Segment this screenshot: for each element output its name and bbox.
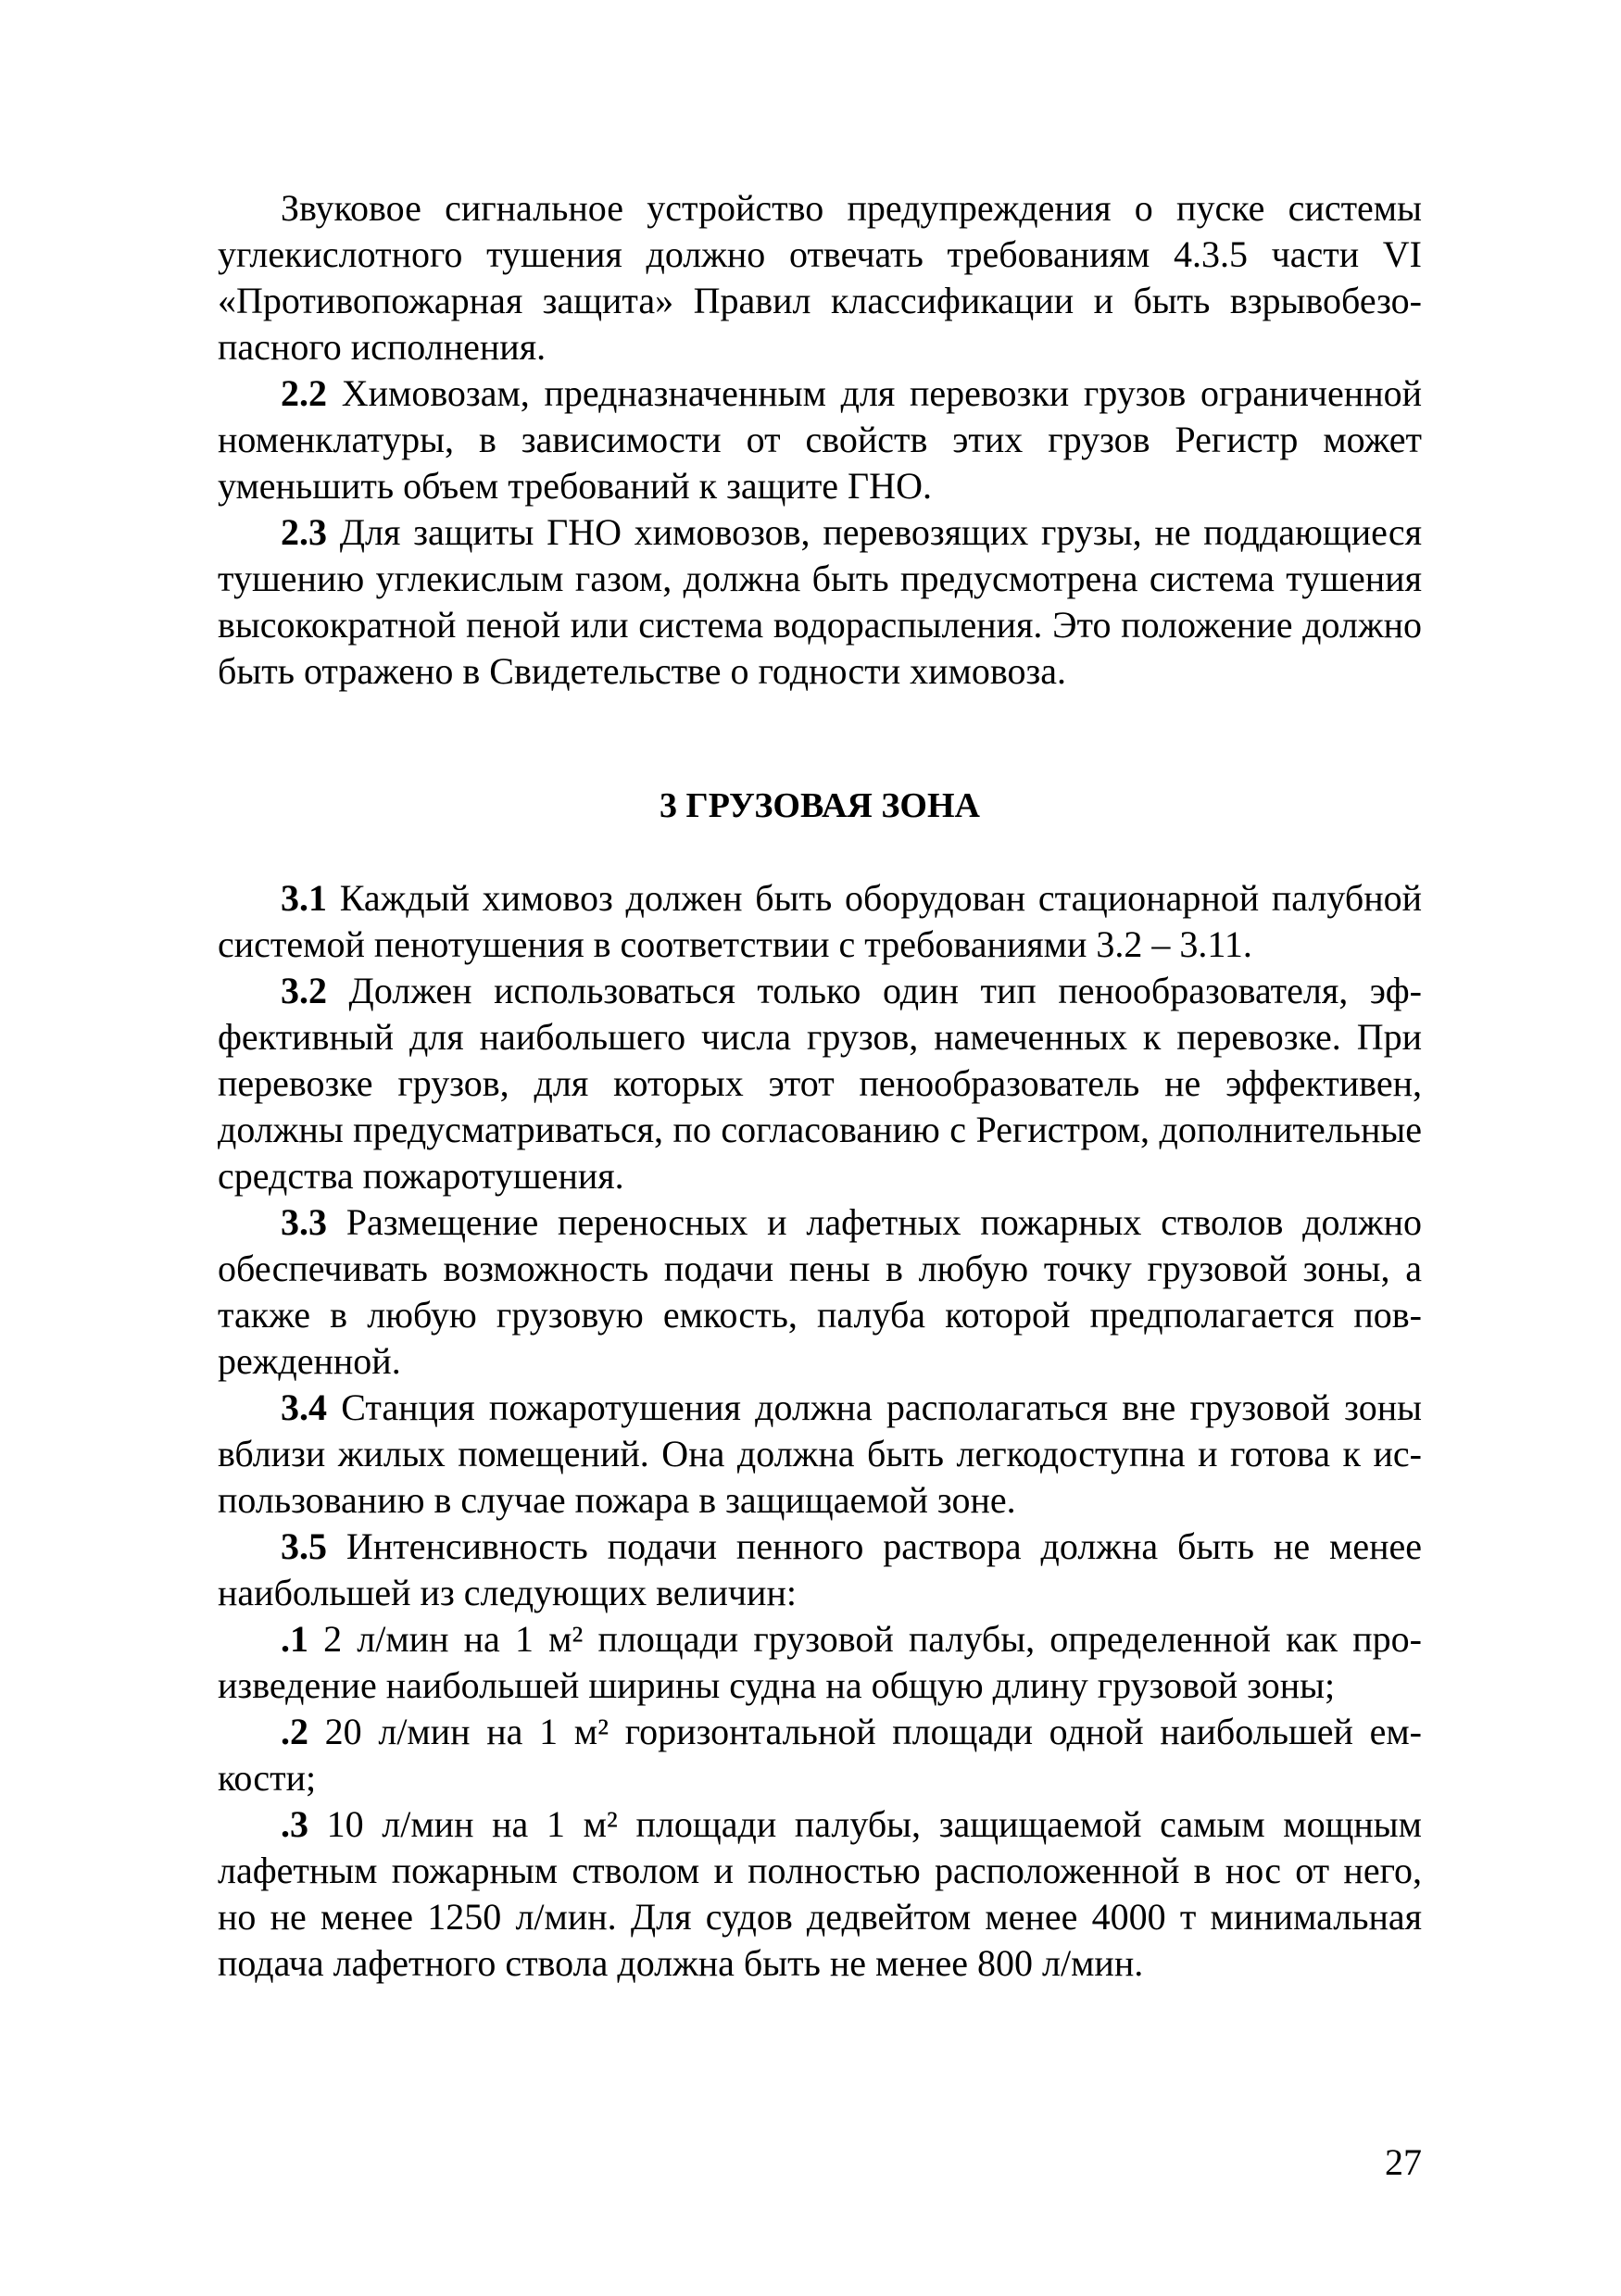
paragraph-number: 2.2 — [281, 372, 327, 414]
paragraph-number: 2.3 — [281, 511, 327, 553]
paragraph-3-5 — [218, 1524, 1422, 1616]
paragraph-siren — [218, 185, 1422, 370]
paragraph-number: 3.4 — [281, 1386, 327, 1428]
paragraph-number: 3.5 — [281, 1525, 327, 1567]
paragraph-text: Химовозам, предназначенным для перевозки грузов ограниченной номенклатуры, в зависимости от свойств этих грузов Регистр может уменьшить объем требований к защите ГНО. — [218, 372, 1422, 507]
paragraph-text: Звуковое сигнальное устройство предупреждения о пуске системы углекислотного тушения должно отвечать требованиям 4.3.5 части VI «Противопожарная защита» Правил классификации и быть взрывобезопасного исполнения. — [218, 187, 1422, 368]
paragraph-3-1 — [218, 875, 1422, 968]
section-text-block — [218, 875, 1422, 1987]
paragraph-3-3 — [218, 1199, 1422, 1385]
paragraph-number: 3.3 — [281, 1201, 327, 1243]
list-item-text: 2 л/мин на 1 м² площади грузовой палубы, определенной как произведение наибольшей ширины судна на общую длину грузовой зоны; — [218, 1618, 1422, 1706]
list-item-1 — [218, 1616, 1422, 1709]
paragraph-text: Должен использоваться только один тип пенообразователя, эффективный для наибольшего числа грузов, намеченных к перевозке. При перевозке грузов, для которых этот пенообразователь не эффективен, должны предусматриваться, по согласованию с Регистром, дополнительные средства пожаротушения. — [218, 970, 1422, 1197]
list-item-3 — [218, 1801, 1422, 1987]
paragraph-3-2 — [218, 968, 1422, 1199]
list-item-text: 20 л/мин на 1 м² горизонтальной площади одной наибольшей емкости; — [218, 1711, 1422, 1799]
list-item-number: .2 — [281, 1711, 308, 1752]
list-item-text: 10 л/мин на 1 м² площади палубы, защищаемой самым мощным лафетным пожарным стволом и полностью расположенной в нос от него, но не менее 1250 л/мин. Для судов дедвейтом менее 4000 т минимальная подача лафетного ствола должна быть не менее 800 л/мин. — [218, 1803, 1422, 1984]
paragraph-text: Размещение переносных и лафетных пожарных стволов должно обеспечивать возможность подачи пены в любую точку грузовой зоны, а также в любую грузовую емкость, палуба которой предполагается поврежденной. — [218, 1201, 1422, 1382]
paragraph-2-2 — [218, 370, 1422, 509]
paragraph-text: Станция пожаротушения должна располагаться вне грузовой зоны вблизи жилых помещений. Она должна быть легкодоступна и готова к использованию в случае пожара в защищаемой зоне. — [218, 1386, 1422, 1521]
page-number: 27 — [1385, 2141, 1422, 2183]
list-item-number: .3 — [281, 1803, 308, 1845]
paragraph-number: 3.1 — [281, 877, 327, 919]
paragraph-text: Интенсивность подачи пенного раствора должна быть не менее наибольшей из следующих величин: — [218, 1525, 1422, 1613]
paragraph-3-4 — [218, 1385, 1422, 1524]
list-item-number: .1 — [281, 1618, 308, 1660]
paragraph-text: Для защиты ГНО химовозов, перевозящих грузы, не поддающиеся тушению углекислым газом, должна быть предусмотрена система тушения высокократной пеной или система водораспыления. Это положение должно быть отражено в Свидетельстве о годности химовоза. — [218, 511, 1422, 692]
list-item-2 — [218, 1709, 1422, 1801]
paragraph-2-3 — [218, 509, 1422, 695]
paragraph-number: 3.2 — [281, 970, 327, 1011]
paragraph-text: Каждый химовоз должен быть оборудован стационарной палубной системой пенотушения в соответствии с требованиями 3.2 – 3.11. — [218, 877, 1422, 965]
top-text-block — [218, 185, 1422, 695]
section-heading: 3 ГРУЗОВАЯ ЗОНА — [660, 786, 980, 825]
